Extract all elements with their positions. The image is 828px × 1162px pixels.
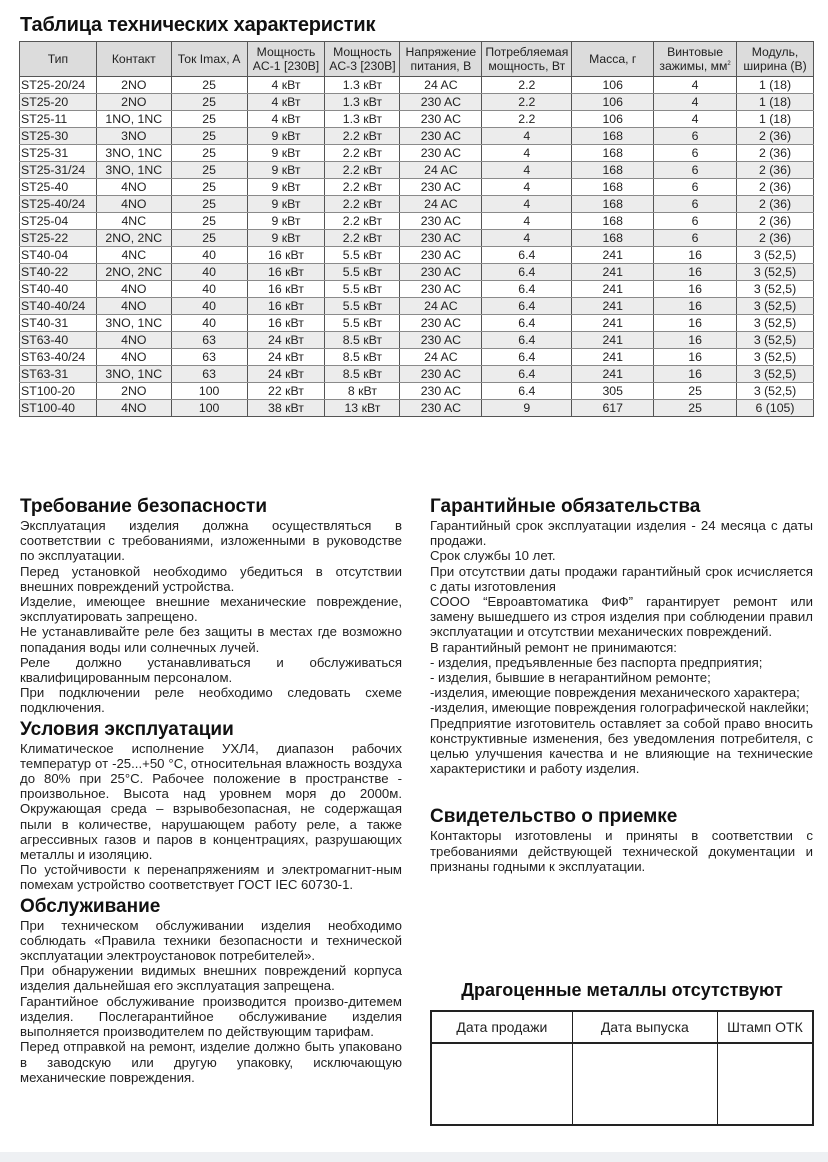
table-cell: 16 xyxy=(654,298,737,315)
table-row xyxy=(20,366,814,383)
table-cell: 1 (18) xyxy=(737,94,814,111)
table-cell: 168 xyxy=(572,179,654,196)
table-cell: 8.5 кВт xyxy=(325,332,400,349)
table-cell: 2 (36) xyxy=(737,162,814,179)
table-cell: 25 xyxy=(171,179,247,196)
table-cell: 168 xyxy=(572,162,654,179)
section-title: Гарантийные обязательства xyxy=(430,496,701,517)
table-cell: 6.4 xyxy=(482,298,572,315)
spec-header-cell xyxy=(247,42,325,77)
table-cell: 24 AC xyxy=(400,162,482,179)
type-cell: ST25-31/24 xyxy=(20,162,97,179)
table-cell: 4NO xyxy=(96,400,171,417)
section-paragraph: - изделия, предъявленные без паспорта предприятия; xyxy=(430,654,763,670)
table-row xyxy=(20,179,814,196)
table-cell: 100 xyxy=(171,400,247,417)
section-paragraph: При обнаружении видимых внешних повреждений корпуса изделия дальнейшая его эксплуатация запрещена. xyxy=(20,963,402,994)
header-line: Напряжение xyxy=(405,45,477,59)
table-cell: 6 xyxy=(654,145,737,162)
table-cell: 16 кВт xyxy=(247,264,325,281)
spec-header-cell xyxy=(572,42,654,77)
type-cell: ST25-22 xyxy=(20,230,97,247)
table-row xyxy=(20,383,814,400)
table-cell: 4 кВт xyxy=(247,77,325,94)
table-cell: 2 (36) xyxy=(737,196,814,213)
table-cell: 6.4 xyxy=(482,264,572,281)
table-cell: 16 xyxy=(654,315,737,332)
section-paragraph: Не устанавливайте реле без защиты в местах где возможно попадания воды или солнечных лучей. xyxy=(20,624,402,655)
table-cell: 168 xyxy=(572,213,654,230)
table-cell: 6.4 xyxy=(482,315,572,332)
table-row xyxy=(20,315,814,332)
table-cell: 3NO xyxy=(96,128,171,145)
table-cell: 25 xyxy=(171,162,247,179)
table-cell: 3 (52,5) xyxy=(737,383,814,400)
table-cell: 230 AC xyxy=(400,332,482,349)
spec-header-cell xyxy=(96,42,171,77)
table-cell: 6.4 xyxy=(482,366,572,383)
table-row xyxy=(20,162,814,179)
type-cell: ST25-31 xyxy=(20,145,97,162)
table-cell: 6.4 xyxy=(482,349,572,366)
table-cell: 4 xyxy=(482,162,572,179)
table-cell: 305 xyxy=(572,383,654,400)
table-cell: 16 xyxy=(654,281,737,298)
table-row xyxy=(20,400,814,417)
type-cell: ST40-04 xyxy=(20,247,97,264)
table-cell: 40 xyxy=(171,247,247,264)
spec-table xyxy=(19,41,814,417)
table-cell: 40 xyxy=(171,264,247,281)
section-paragraph: Климатическое исполнение УХЛ4, диапазон рабочих температур от -25...+50 °С, относительная влажность воздуха до 80% при 25°С. Рабочее положение в пространстве - произвольное. Высота над уровнем моря до 2000м. Окружающая среда – взрывобезопасная, не содержащая пыли в количестве, нарушающем работу реле, а также агрессивных газов и паров в концентрациях, разрушающих металлы и изоляцию. xyxy=(20,740,402,863)
table-cell: 4NC xyxy=(96,247,171,264)
spec-header-cell xyxy=(654,42,737,77)
table-cell: 4 кВт xyxy=(247,111,325,128)
table-cell: 40 xyxy=(171,298,247,315)
table-cell: 25 xyxy=(171,213,247,230)
table-cell: 25 xyxy=(171,94,247,111)
table-cell: 6 xyxy=(654,179,737,196)
table-cell: 38 кВт xyxy=(247,400,325,417)
table-cell: 230 AC xyxy=(400,383,482,400)
table-cell: 63 xyxy=(171,366,247,383)
table-cell: 3 (52,5) xyxy=(737,315,814,332)
table-cell: 24 AC xyxy=(400,77,482,94)
spec-header-cell xyxy=(325,42,400,77)
right-column xyxy=(430,496,813,877)
table-cell: 106 xyxy=(572,94,654,111)
header-line: ширина (В) xyxy=(743,59,807,73)
table-cell: 4 xyxy=(482,179,572,196)
text-section xyxy=(430,496,813,776)
section-paragraph: Гарантийное обслуживание производится произво-дитемем изделия. Послегарантийное обслуживание изделия выполняется производителем по действующим тарифам. xyxy=(20,993,402,1040)
table-cell: 106 xyxy=(572,111,654,128)
table-cell: 9 кВт xyxy=(247,128,325,145)
type-cell: ST40-31 xyxy=(20,315,97,332)
release-date-cell[interactable] xyxy=(572,1043,717,1125)
table-cell: 24 кВт xyxy=(247,366,325,383)
table-cell: 4 xyxy=(482,196,572,213)
table-cell: 9 кВт xyxy=(247,179,325,196)
bottom-bar xyxy=(0,1152,828,1162)
section-paragraph: Перед установкой необходимо убедиться в отсутствии внешних повреждений устройства. xyxy=(20,563,402,594)
table-row xyxy=(20,230,814,247)
table-cell: 6 xyxy=(654,230,737,247)
table-row xyxy=(20,332,814,349)
table-cell: 3 (52,5) xyxy=(737,247,814,264)
table-cell: 16 xyxy=(654,366,737,383)
spec-header-cell xyxy=(400,42,482,77)
type-cell: ST25-20/24 xyxy=(20,77,97,94)
section-paragraph: Предприятие изготовитель оставляет за собой право вносить конструктивные изменения, без уведомления потребителя, с целью улучшения качества и не влияющие на технические характеристики и работу изделия. xyxy=(430,715,813,777)
section-paragraph: При отсутствии даты продажи гарантийный срок исчисляется с даты изготовления xyxy=(430,563,813,594)
table-row xyxy=(20,213,814,230)
table-cell: 168 xyxy=(572,145,654,162)
table-cell: 3NO, 1NC xyxy=(96,366,171,383)
stamp-entry-row xyxy=(431,1043,813,1125)
table-cell: 4 xyxy=(654,111,737,128)
table-cell: 13 кВт xyxy=(325,400,400,417)
table-cell: 4 xyxy=(654,77,737,94)
table-cell: 25 xyxy=(171,128,247,145)
table-cell: 9 кВт xyxy=(247,230,325,247)
table-cell: 8 кВт xyxy=(325,383,400,400)
table-cell: 4NO xyxy=(96,179,171,196)
stamp-table xyxy=(430,1010,814,1126)
table-cell: 22 кВт xyxy=(247,383,325,400)
table-cell: 16 кВт xyxy=(247,315,325,332)
spec-header-row xyxy=(20,42,814,77)
table-cell: 2.2 кВт xyxy=(325,230,400,247)
table-cell: 617 xyxy=(572,400,654,417)
table-cell: 40 xyxy=(171,315,247,332)
header-line: Контакт xyxy=(111,52,156,66)
section-paragraph: При техническом обслуживании изделия необходимо соблюдать «Правила техники безопасности и технической эксплуатации электроустановок потребителей». xyxy=(20,917,402,964)
table-cell: 230 AC xyxy=(400,366,482,383)
section-paragraph: Срок службы 10 лет. xyxy=(430,548,556,564)
table-cell: 2.2 кВт xyxy=(325,145,400,162)
table-cell: 6 xyxy=(654,196,737,213)
table-cell: 2NO, 2NC xyxy=(96,230,171,247)
header-line: Мощность xyxy=(333,45,392,59)
header-line: Мощность xyxy=(256,45,316,59)
section-paragraph: Изделие, имеющее внешние механические повреждение, эксплуатировать запрещено. xyxy=(20,594,402,625)
table-cell: 5.5 кВт xyxy=(325,298,400,315)
table-cell: 2 (36) xyxy=(737,145,814,162)
header-line: Тип xyxy=(47,52,69,66)
stamp-header-row xyxy=(431,1011,813,1043)
table-cell: 3 (52,5) xyxy=(737,332,814,349)
table-cell: 4NO xyxy=(96,349,171,366)
table-cell: 9 кВт xyxy=(247,162,325,179)
table-cell: 168 xyxy=(572,230,654,247)
table-cell: 241 xyxy=(572,264,654,281)
table-cell: 1 (18) xyxy=(737,111,814,128)
table-cell: 2.2 кВт xyxy=(325,162,400,179)
text-section xyxy=(430,806,813,874)
table-cell: 241 xyxy=(572,247,654,264)
table-cell: 63 xyxy=(171,349,247,366)
table-cell: 2 (36) xyxy=(737,213,814,230)
header-line: Винтовые xyxy=(667,45,724,59)
table-row xyxy=(20,111,814,128)
type-cell: ST40-22 xyxy=(20,264,97,281)
table-cell: 230 AC xyxy=(400,94,482,111)
table-cell: 1.3 кВт xyxy=(325,111,400,128)
table-cell: 4 кВт xyxy=(247,94,325,111)
type-cell: ST25-40 xyxy=(20,179,97,196)
table-cell: 2NO, 2NC xyxy=(96,264,171,281)
table-cell: 230 AC xyxy=(400,128,482,145)
qc-stamp-cell[interactable] xyxy=(717,1043,813,1125)
table-cell: 2.2 кВт xyxy=(325,213,400,230)
table-cell: 40 xyxy=(171,281,247,298)
table-cell: 4 xyxy=(482,213,572,230)
table-cell: 230 AC xyxy=(400,400,482,417)
header-line: Ток Imax, A xyxy=(177,52,241,66)
table-cell: 25 xyxy=(171,111,247,128)
table-cell: 8.5 кВт xyxy=(325,349,400,366)
table-row xyxy=(20,247,814,264)
table-cell: 230 AC xyxy=(400,213,482,230)
type-cell: ST25-20 xyxy=(20,94,97,111)
type-cell: ST40-40 xyxy=(20,281,97,298)
table-row xyxy=(20,128,814,145)
table-row xyxy=(20,145,814,162)
spec-header-cell xyxy=(482,42,572,77)
table-cell: 168 xyxy=(572,196,654,213)
table-cell: 230 AC xyxy=(400,247,482,264)
table-cell: 2.2 кВт xyxy=(325,179,400,196)
table-cell: 2.2 xyxy=(482,94,572,111)
table-cell: 25 xyxy=(171,77,247,94)
table-cell: 1.3 кВт xyxy=(325,77,400,94)
table-cell: 2 (36) xyxy=(737,230,814,247)
table-cell: 9 кВт xyxy=(247,196,325,213)
table-cell: 9 кВт xyxy=(247,213,325,230)
header-line: Потребляемая xyxy=(485,45,569,59)
table-row xyxy=(20,196,814,213)
table-cell: 168 xyxy=(572,128,654,145)
table-cell: 241 xyxy=(572,281,654,298)
table-cell: 230 AC xyxy=(400,264,482,281)
spec-header-cell xyxy=(737,42,814,77)
table-cell: 2NO xyxy=(96,94,171,111)
table-cell: 16 xyxy=(654,332,737,349)
table-cell: 4NO xyxy=(96,281,171,298)
table-cell: 9 кВт xyxy=(247,145,325,162)
type-cell: ST25-04 xyxy=(20,213,97,230)
table-cell: 5.5 кВт xyxy=(325,315,400,332)
table-cell: 3NO, 1NC xyxy=(96,145,171,162)
section-paragraph: - изделия, бывшие в негарантийном ремонте; xyxy=(430,670,711,686)
section-paragraph: По устойчивости к перенапряжениям и электромагнит-ным помехам устройство соответствует ГОСТ IEC 60730-1. xyxy=(20,862,402,893)
header-line: AC-3 [230B] xyxy=(329,59,396,73)
header-line: AC-1 [230B] xyxy=(252,59,320,73)
table-cell: 230 AC xyxy=(400,315,482,332)
header-superscript: 2 xyxy=(727,61,731,67)
table-cell: 100 xyxy=(171,383,247,400)
table-cell: 230 AC xyxy=(400,179,482,196)
type-cell: ST100-40 xyxy=(20,400,97,417)
table-cell: 6 xyxy=(654,162,737,179)
table-cell: 2.2 xyxy=(482,111,572,128)
table-cell: 1NO, 1NC xyxy=(96,111,171,128)
table-cell: 241 xyxy=(572,298,654,315)
table-cell: 2.2 кВт xyxy=(325,196,400,213)
section-title: Условия эксплуатации xyxy=(20,718,234,740)
table-cell: 25 xyxy=(171,145,247,162)
header-line: мощность, Вт xyxy=(488,59,566,73)
spec-table-title: Таблица технических характеристик xyxy=(20,14,376,36)
header-line: Масса, г xyxy=(589,52,637,66)
type-cell: ST63-40 xyxy=(20,332,97,349)
table-cell: 3 (52,5) xyxy=(737,264,814,281)
spec-header-cell xyxy=(20,42,97,77)
table-row xyxy=(20,298,814,315)
table-cell: 63 xyxy=(171,332,247,349)
table-cell: 24 кВт xyxy=(247,349,325,366)
section-title: Требование безопасности xyxy=(20,496,268,517)
table-cell: 241 xyxy=(572,366,654,383)
table-cell: 2NO xyxy=(96,77,171,94)
table-cell: 4NO xyxy=(96,332,171,349)
table-cell: 25 xyxy=(654,400,737,417)
table-cell: 9 xyxy=(482,400,572,417)
header-line: Модуль, xyxy=(751,45,799,59)
table-cell: 241 xyxy=(572,349,654,366)
table-row xyxy=(20,264,814,281)
table-cell: 1 (18) xyxy=(737,77,814,94)
table-cell: 230 AC xyxy=(400,281,482,298)
table-cell: 16 xyxy=(654,264,737,281)
table-cell: 3 (52,5) xyxy=(737,349,814,366)
table-cell: 4NO xyxy=(96,298,171,315)
table-cell: 230 AC xyxy=(400,145,482,162)
table-cell: 241 xyxy=(572,332,654,349)
section-title: Свидетельство о приемке xyxy=(430,806,678,828)
table-cell: 6.4 xyxy=(482,332,572,349)
table-row xyxy=(20,77,814,94)
section-paragraph: Перед отправкой на ремонт, изделие должно быть упаковано в заводскую или другую упаковку, исключающую механические повреждения. xyxy=(20,1039,402,1085)
type-cell: ST25-40/24 xyxy=(20,196,97,213)
table-cell: 3NO, 1NC xyxy=(96,162,171,179)
table-cell: 4 xyxy=(482,128,572,145)
type-cell: ST25-30 xyxy=(20,128,97,145)
section-paragraph: При подключении реле необходимо следовать схеме подключения. xyxy=(20,685,402,716)
table-cell: 6.4 xyxy=(482,247,572,264)
table-cell: 24 AC xyxy=(400,349,482,366)
table-cell: 24 AC xyxy=(400,298,482,315)
table-cell: 4NC xyxy=(96,213,171,230)
table-cell: 8.5 кВт xyxy=(325,366,400,383)
table-row xyxy=(20,281,814,298)
table-cell: 4 xyxy=(482,230,572,247)
table-cell: 25 xyxy=(171,196,247,213)
section-paragraph: Гарантийный срок эксплуатации изделия - 24 месяца с даты продажи. xyxy=(430,518,813,549)
text-section xyxy=(20,896,402,1085)
table-cell: 2.2 кВт xyxy=(325,128,400,145)
release-date-header: Дата выпуска xyxy=(572,1011,717,1043)
table-cell: 6.4 xyxy=(482,383,572,400)
table-cell: 4 xyxy=(482,145,572,162)
section-paragraph: СООО “Евроавтоматика ФиФ” гарантирует ремонт или замену вышедшего из строя изделия при соблюдении правил эксплуатации и отсутствии механических повреждений. xyxy=(430,594,813,640)
header-line: зажимы, мм xyxy=(659,59,728,73)
text-section xyxy=(20,719,402,893)
table-cell: 3 (52,5) xyxy=(737,366,814,383)
table-cell: 3 (52,5) xyxy=(737,281,814,298)
section-title: Обслуживание xyxy=(20,895,161,917)
table-cell: 6 (105) xyxy=(737,400,814,417)
table-cell: 16 кВт xyxy=(247,298,325,315)
table-cell: 6.4 xyxy=(482,281,572,298)
table-row xyxy=(20,349,814,366)
table-cell: 106 xyxy=(572,77,654,94)
table-cell: 1.3 кВт xyxy=(325,94,400,111)
sale-date-header: Дата продажи xyxy=(431,1011,572,1043)
table-cell: 25 xyxy=(654,383,737,400)
table-cell: 16 xyxy=(654,349,737,366)
table-cell: 2NO xyxy=(96,383,171,400)
type-cell: ST25-11 xyxy=(20,111,97,128)
type-cell: ST40-40/24 xyxy=(20,298,97,315)
table-cell: 6 xyxy=(654,213,737,230)
table-cell: 3 (52,5) xyxy=(737,298,814,315)
table-cell: 2.2 xyxy=(482,77,572,94)
section-paragraph: -изделия, имеющие повреждения механического характера; xyxy=(430,685,800,701)
table-cell: 16 кВт xyxy=(247,247,325,264)
type-cell: ST63-31 xyxy=(20,366,97,383)
table-cell: 25 xyxy=(171,230,247,247)
section-paragraph: Эксплуатация изделия должна осуществляться в соответствии с требованиями, изложенными в руководстве по эксплуатации. xyxy=(20,518,402,564)
left-column xyxy=(20,496,402,1088)
table-cell: 230 AC xyxy=(400,230,482,247)
spec-header-cell xyxy=(171,42,247,77)
table-cell: 241 xyxy=(572,315,654,332)
table-cell: 5.5 кВт xyxy=(325,281,400,298)
section-paragraph: Контакторы изготовлены и приняты в соответствии с требованиями действующей технической документации и признаны годными к эксплуатации. xyxy=(430,828,813,874)
table-cell: 6 xyxy=(654,128,737,145)
table-cell: 2 (36) xyxy=(737,179,814,196)
table-cell: 5.5 кВт xyxy=(325,264,400,281)
table-cell: 4NO xyxy=(96,196,171,213)
spec-table-body xyxy=(20,77,814,417)
section-paragraph: В гарантийный ремонт не принимаются: xyxy=(430,639,677,655)
table-cell: 3NO, 1NC xyxy=(96,315,171,332)
table-cell: 16 кВт xyxy=(247,281,325,298)
table-cell: 24 AC xyxy=(400,196,482,213)
table-row xyxy=(20,94,814,111)
table-cell: 4 xyxy=(654,94,737,111)
type-cell: ST63-40/24 xyxy=(20,349,97,366)
header-line: питания, В xyxy=(410,59,472,73)
table-cell: 5.5 кВт xyxy=(325,247,400,264)
table-cell: 230 AC xyxy=(400,111,482,128)
section-paragraph: Реле должно устанавливаться и обслуживаться квалифицированным персоналом. xyxy=(20,654,402,686)
type-cell: ST100-20 xyxy=(20,383,97,400)
text-section xyxy=(20,496,402,716)
sale-date-cell[interactable] xyxy=(431,1043,572,1125)
section-paragraph: -изделия, имеющие повреждения голографической наклейки; xyxy=(430,700,810,716)
table-cell: 2 (36) xyxy=(737,128,814,145)
table-cell: 24 кВт xyxy=(247,332,325,349)
table-cell: 16 xyxy=(654,247,737,264)
precious-metals-note: Драгоценные металлы отсутствуют xyxy=(461,980,783,1000)
qc-stamp-header: Штамп ОТК xyxy=(717,1011,813,1043)
